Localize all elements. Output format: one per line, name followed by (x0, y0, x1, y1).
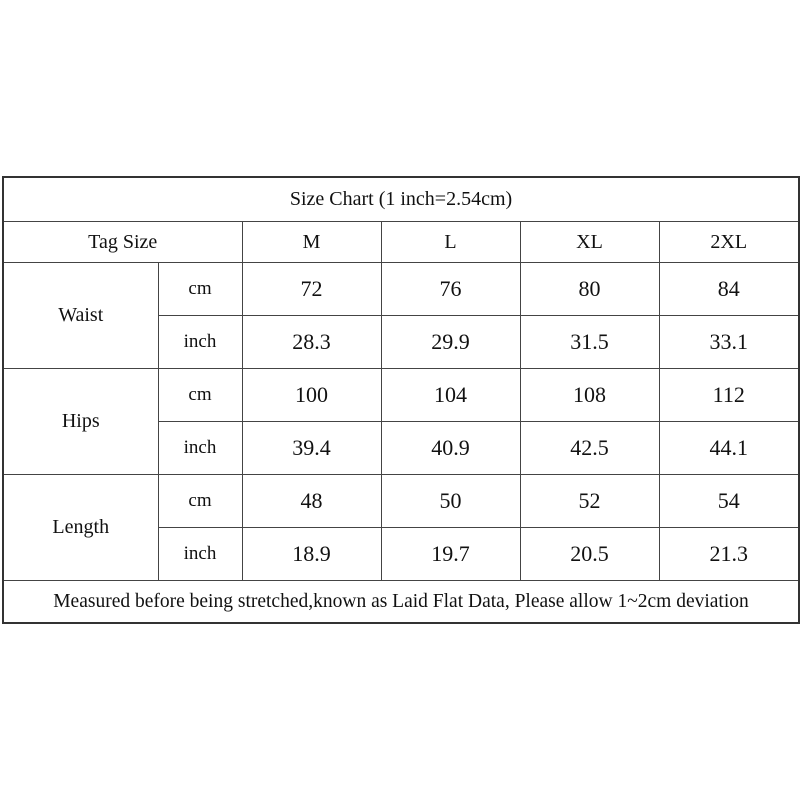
table-row (3, 475, 799, 528)
table-cell: 31.5 (520, 316, 659, 369)
table-cell: 104 (381, 369, 520, 422)
unit-label: cm (158, 263, 242, 316)
table-cell: 72 (242, 263, 381, 316)
unit-label: cm (158, 369, 242, 422)
table-cell: 112 (659, 369, 799, 422)
tag-size-label: Tag Size (3, 222, 242, 263)
unit-label: inch (158, 528, 242, 581)
size-header-l: L (381, 222, 520, 263)
table-cell: 28.3 (242, 316, 381, 369)
table-cell: 50 (381, 475, 520, 528)
table-cell: 76 (381, 263, 520, 316)
table-cell: 39.4 (242, 422, 381, 475)
table-row (3, 369, 799, 422)
table-cell: 29.9 (381, 316, 520, 369)
table-cell: 20.5 (520, 528, 659, 581)
size-header-m: M (242, 222, 381, 263)
size-header-2xl: 2XL (659, 222, 799, 263)
table-cell: 52 (520, 475, 659, 528)
table-cell: 18.9 (242, 528, 381, 581)
title-row (3, 177, 799, 222)
table-cell: 33.1 (659, 316, 799, 369)
table-cell: 21.3 (659, 528, 799, 581)
measure-label-length: Length (3, 475, 158, 581)
table-cell: 44.1 (659, 422, 799, 475)
header-row (3, 222, 799, 263)
footer-note: Measured before being stretched,known as Laid Flat Data, Please allow 1~2cm deviation (3, 581, 799, 624)
size-chart-table (2, 176, 800, 624)
table-cell: 40.9 (381, 422, 520, 475)
table-cell: 48 (242, 475, 381, 528)
table-cell: 108 (520, 369, 659, 422)
table-cell: 54 (659, 475, 799, 528)
measure-label-hips: Hips (3, 369, 158, 475)
size-header-xl: XL (520, 222, 659, 263)
table-cell: 100 (242, 369, 381, 422)
unit-label: inch (158, 316, 242, 369)
unit-label: inch (158, 422, 242, 475)
table-cell: 84 (659, 263, 799, 316)
unit-label: cm (158, 475, 242, 528)
measure-label-waist: Waist (3, 263, 158, 369)
table-cell: 42.5 (520, 422, 659, 475)
table-cell: 19.7 (381, 528, 520, 581)
footer-row (3, 581, 799, 624)
table-row (3, 263, 799, 316)
table-cell: 80 (520, 263, 659, 316)
chart-title: Size Chart (1 inch=2.54cm) (3, 177, 799, 222)
